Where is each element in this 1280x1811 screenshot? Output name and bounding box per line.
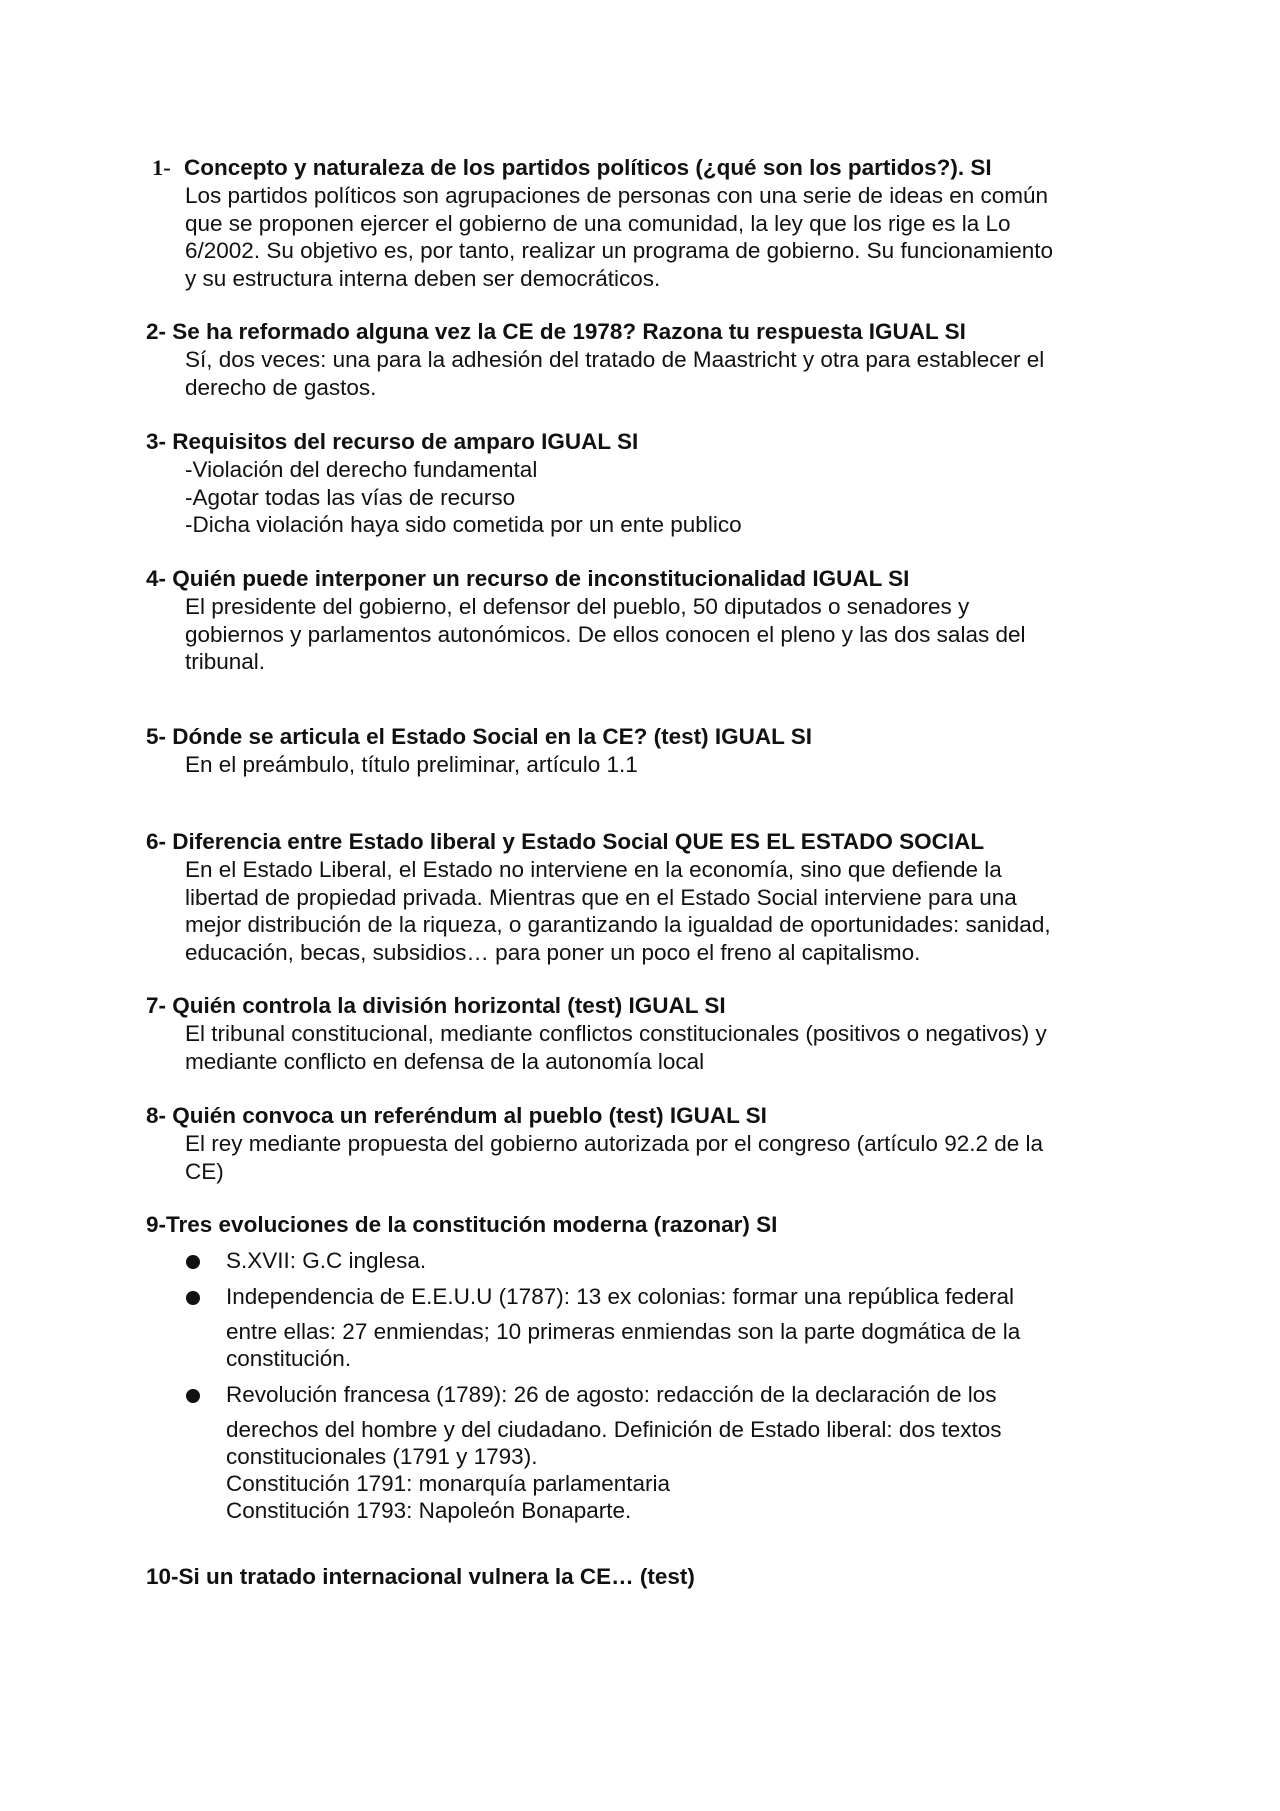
question-title: 9-Tres evoluciones de la constitución moderna (razonar) SI	[146, 1212, 778, 1237]
answer-line: En el Estado Liberal, el Estado no interviene en la economía, sino que defiende la	[185, 857, 1002, 882]
bullet-text: Constitución 1791: monarquía parlamentaria	[226, 1471, 671, 1496]
bullet-text: Independencia de E.E.U.U (1787): 13 ex colonias: formar una república federal	[226, 1284, 1014, 1309]
question-3	[146, 428, 1136, 539]
bullet-text: entre ellas: 27 enmiendas; 10 primeras enmiendas son la parte dogmática de la	[226, 1319, 1021, 1344]
question-5	[146, 723, 1136, 779]
question-6	[146, 828, 1136, 966]
bullet-list	[226, 1247, 1136, 1524]
list-item	[226, 1283, 1136, 1372]
answer-line: El rey mediante propuesta del gobierno autorizada por el congreso (artículo 92.2 de la	[185, 1131, 1044, 1156]
question-title: 2- Se ha reformado alguna vez la CE de 1978? Razona tu respuesta IGUAL SI	[146, 319, 966, 344]
bullet-text: Revolución francesa (1789): 26 de agosto: redacción de la declaración de los	[226, 1382, 997, 1407]
answer-line: que se proponen ejercer el gobierno de una comunidad, la ley que los rige es la Lo	[185, 210, 1011, 236]
answer-line: derecho de gastos.	[185, 374, 377, 400]
bullet-text: Constitución 1793: Napoleón Bonaparte.	[226, 1498, 632, 1523]
answer-line: Sí, dos veces: una para la adhesión del tratado de Maastricht y otra para establecer el	[185, 347, 1045, 372]
question-1	[146, 154, 1136, 292]
answer-line: -Dicha violación haya sido cometida por un ente publico	[185, 512, 742, 537]
answer	[185, 456, 1136, 539]
question-title: 10-Si un tratado internacional vulnera la CE… (test)	[146, 1564, 695, 1589]
list-item	[226, 1247, 1136, 1274]
answer-line: CE)	[185, 1158, 224, 1184]
answer	[185, 751, 1136, 779]
answer	[185, 856, 1136, 966]
question-2	[146, 318, 1136, 401]
question-title: 6- Diferencia entre Estado liberal y Estado Social QUE ES EL ESTADO SOCIAL	[146, 829, 985, 854]
bullet-text: constitucionales (1791 y 1793).	[226, 1444, 538, 1469]
bullet-icon	[186, 1389, 200, 1403]
question-title	[146, 154, 1136, 182]
bullet-text: S.XVII: G.C inglesa.	[226, 1248, 427, 1273]
answer-line: En el preámbulo, título preliminar, artículo 1.1	[185, 752, 638, 777]
answer-line: mediante conflicto en defensa de la autonomía local	[185, 1048, 705, 1074]
answer	[185, 346, 1136, 401]
answer	[185, 593, 1136, 676]
question-title: 5- Dónde se articula el Estado Social en la CE? (test) IGUAL SI	[146, 724, 813, 749]
list-item	[226, 1381, 1136, 1524]
answer-line: El presidente del gobierno, el defensor del pueblo, 50 diputados o senadores y	[185, 594, 970, 619]
answer-line: educación, becas, subsidios… para poner un poco el freno al capitalismo.	[185, 939, 921, 965]
question-7	[146, 992, 1136, 1075]
answer	[185, 182, 1136, 292]
question-9	[146, 1211, 1136, 1533]
answer	[185, 1020, 1136, 1075]
bullet-icon	[186, 1255, 200, 1269]
answer-line: -Agotar todas las vías de recurso	[185, 484, 516, 510]
question-number: 1-	[152, 155, 171, 180]
question-4	[146, 565, 1136, 676]
bullet-text: derechos del hombre y del ciudadano. Definición de Estado liberal: dos textos	[226, 1417, 1002, 1442]
answer-line: libertad de propiedad privada. Mientras que en el Estado Social interviene para una	[185, 884, 1017, 910]
question-10	[146, 1563, 1136, 1591]
question-title-text: Concepto y naturaleza de los partidos políticos (¿qué son los partidos?). SI	[184, 155, 992, 180]
bullet-text: constitución.	[226, 1346, 352, 1371]
answer	[185, 1130, 1136, 1185]
answer-line: 6/2002. Su objetivo es, por tanto, realizar un programa de gobierno. Su funcionamiento	[185, 238, 1054, 263]
question-title: 3- Requisitos del recurso de amparo IGUAL SI	[146, 429, 639, 454]
question-title: 7- Quién controla la división horizontal (test) IGUAL SI	[146, 993, 726, 1018]
answer-line: gobiernos y parlamentos autonómicos. De ellos conocen el pleno y las dos salas del	[185, 621, 1026, 647]
question-title: 8- Quién convoca un referéndum al pueblo (test) IGUAL SI	[146, 1103, 767, 1128]
answer-line: -Violación del derecho fundamental	[185, 457, 538, 482]
question-title: 4- Quién puede interponer un recurso de inconstitucionalidad IGUAL SI	[146, 566, 910, 591]
question-8	[146, 1102, 1136, 1185]
answer-line: y su estructura interna deben ser democráticos.	[185, 265, 661, 291]
answer-line: Los partidos políticos son agrupaciones de personas con una serie de ideas en común	[185, 183, 1049, 208]
answer-line: mejor distribución de la riqueza, o garantizando la igualdad de oportunidades: sanidad,	[185, 912, 1051, 937]
answer-line: tribunal.	[185, 649, 266, 674]
bullet-icon	[186, 1291, 200, 1305]
answer-line: El tribunal constitucional, mediante conflictos constitucionales (positivos o negativos) y	[185, 1021, 1047, 1046]
